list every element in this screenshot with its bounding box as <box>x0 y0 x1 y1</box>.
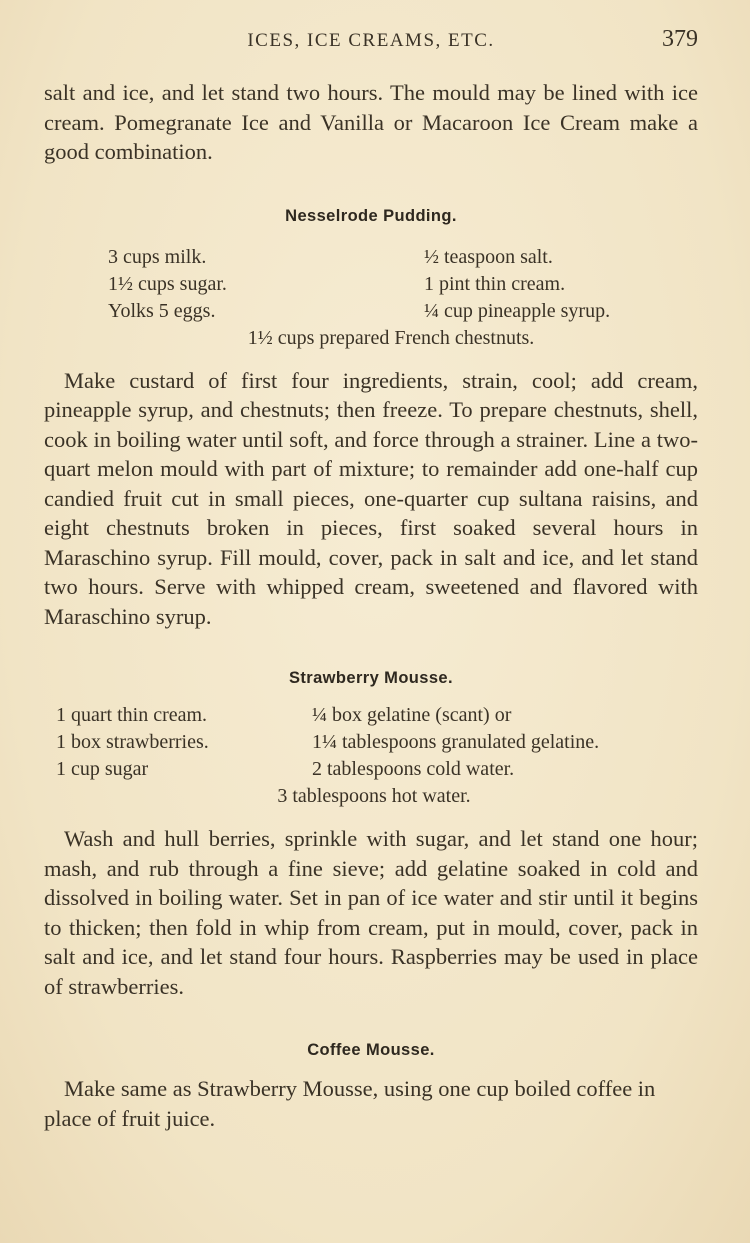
ingredient-right: ½ teaspoon salt. <box>424 245 553 268</box>
ingredient-left: 1 box strawberries. <box>56 731 209 753</box>
ingredient-center: 1½ cups prepared French chestnuts. <box>247 326 535 349</box>
ingredient-right: ¼ box gelatine (scant) or <box>312 704 512 726</box>
ingredient-left: 1 cup sugar <box>56 758 149 780</box>
recipe-title-strawberry: Strawberry Mousse. <box>288 669 453 687</box>
ingredient-center: 3 tablespoons hot water. <box>277 785 471 807</box>
ingredient-right: 2 tablespoons cold water. <box>312 758 515 780</box>
ingredient-left: 1 quart thin cream. <box>56 704 208 726</box>
ingredient-right: 1 pint thin cream. <box>424 272 566 295</box>
directions-nesselrode: Make custard of first four ingredients, strain, cool; add cream, pineapple syrup, and chestnuts; then freeze. To prepare chestnuts, shell, cook in boiling water until soft, and force through a strainer. Line a two-quart melon mould with part of mixture; to remainder add one-half cup candied fruit cut in small pieces, one-quarter cup sultana raisins, and eight chestnuts broken in pieces, first soaked several hours in Maraschino syrup. Fill mould, cover, pack in salt and ice, and let stand two hours. Serve with whipped cream, sweetened and flavored with Maraschino syrup. <box>44 367 698 629</box>
ingredient-row <box>44 244 698 271</box>
ingredient-left: 1½ cups sugar. <box>108 272 227 295</box>
directions-coffee: Make same as Strawberry Mousse, using one cup boiled coffee in place of fruit juice. <box>44 1076 656 1131</box>
ingredient-left: 3 cups milk. <box>108 245 207 268</box>
running-head <box>44 0 698 78</box>
ingredients-strawberry <box>44 702 698 810</box>
running-title: ICES, ICE CREAMS, ETC. <box>247 30 495 51</box>
continuation-paragraph: salt and ice, and let stand two hours. The mould may be lined with ice cream. Pomegranate Ice and Vanilla or Macaroon Ice Cream make a good combination. <box>44 80 698 164</box>
recipe-title-coffee: Coffee Mousse. <box>307 1041 435 1059</box>
ingredients-nesselrode <box>44 244 698 352</box>
ingredient-row <box>44 702 698 729</box>
ingredient-row <box>44 271 698 298</box>
ingredient-right: 1¼ tablespoons granulated gelatine. <box>312 731 600 753</box>
ingredient-right: ¼ cup pineapple syrup. <box>424 299 611 322</box>
ingredient-row <box>44 729 698 756</box>
ingredient-row <box>44 756 698 783</box>
recipe-title-nesselrode: Nesselrode Pudding. <box>285 206 457 225</box>
ingredient-left: Yolks 5 eggs. <box>108 299 216 322</box>
directions-strawberry: Wash and hull berries, sprinkle with sugar, and let stand one hour; mash, and rub through a fine sieve; add gelatine soaked in cold and dissolved in boiling water. Set in pan of ice water and stir until it begins to thicken; then fold in whip from cream, put in mould, cover, pack in salt and ice, and let stand four hours. Raspberries may be used in place of strawberries. <box>44 826 698 999</box>
page-number: 379 <box>662 26 698 52</box>
ingredient-row <box>44 298 698 325</box>
